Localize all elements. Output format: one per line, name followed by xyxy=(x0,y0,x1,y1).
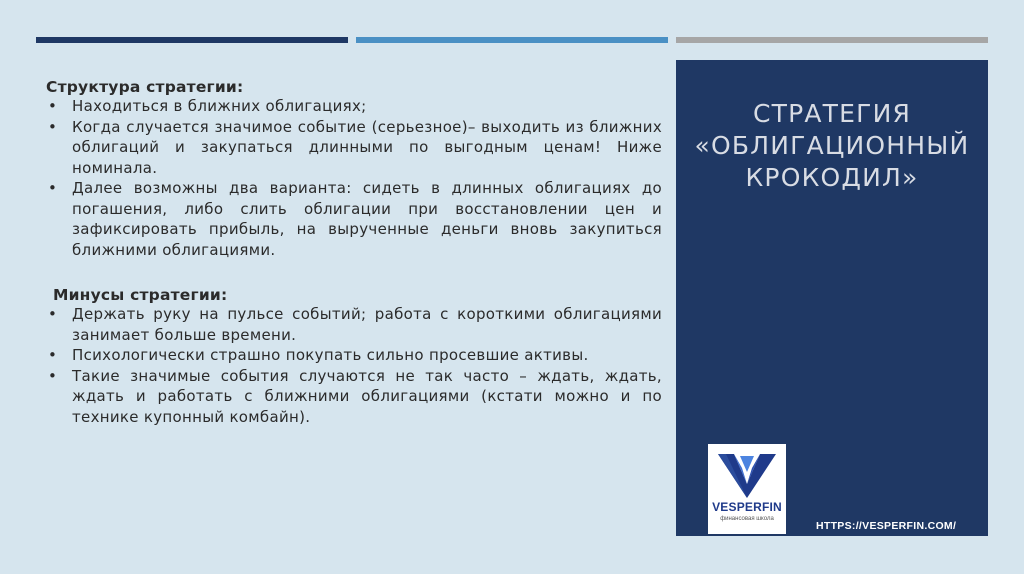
structure-list xyxy=(46,96,662,260)
list-item-text: Когда случается значимое событие (серьезное)– выходить из ближних облигаций и закупаться длинными по выгодным ценам! Ниже номинала. xyxy=(72,117,662,177)
logo-name: VESPERFIN xyxy=(712,500,782,514)
list-item xyxy=(46,345,662,366)
slide-title xyxy=(676,98,988,194)
side-panel xyxy=(676,60,988,536)
bullet-icon: • xyxy=(48,179,58,197)
title-line-3: КРОКОДИЛ» xyxy=(745,163,919,192)
title-line-1: СТРАТЕГИЯ xyxy=(752,99,912,128)
list-item xyxy=(46,304,662,345)
list-item-text: Такие значимые события случаются не так часто – ждать, ждать, ждать и работать с ближними облигациями (кстати можно и по технике купонный комбайн). xyxy=(72,366,662,426)
logo-subtitle: финансовая школа xyxy=(720,516,774,522)
bullet-icon: • xyxy=(48,305,58,323)
list-item-text: Далее возможны два варианта: сидеть в длинных облигациях до погашения, либо слить облигации при восстановлении цен и зафиксировать прибыль, на вырученные деньги вновь закупиться ближними облигациями. xyxy=(72,179,662,259)
title-line-2: «ОБЛИГАЦИОННЫЙ xyxy=(694,131,970,160)
bullet-icon: • xyxy=(48,346,58,364)
list-item xyxy=(46,366,662,428)
vesperfin-logo xyxy=(708,444,786,534)
list-item xyxy=(46,178,662,260)
top-bar-dark xyxy=(36,37,348,43)
bullet-icon: • xyxy=(48,366,58,385)
structure-heading: Структура стратегии: xyxy=(46,78,244,96)
top-bar-gray xyxy=(676,37,988,43)
bullet-icon: • xyxy=(48,117,58,136)
list-item-text: Находиться в ближних облигациях; xyxy=(72,97,367,115)
list-item xyxy=(46,96,662,117)
list-item-text: Психологически страшно покупать сильно просевшие активы. xyxy=(72,346,589,364)
minus-heading: Минусы стратегии: xyxy=(53,286,228,304)
list-item xyxy=(46,117,662,179)
minus-list xyxy=(46,304,662,427)
main-content xyxy=(46,74,662,427)
bullet-icon: • xyxy=(48,97,58,115)
vesperfin-v-icon xyxy=(716,450,778,500)
list-item-text: Держать руку на пульсе событий; работа с короткими облигациями занимает больше времени. xyxy=(72,305,662,344)
website-link[interactable]: HTTPS://VESPERFIN.COM/ xyxy=(816,520,957,532)
top-bar-blue xyxy=(356,37,668,43)
